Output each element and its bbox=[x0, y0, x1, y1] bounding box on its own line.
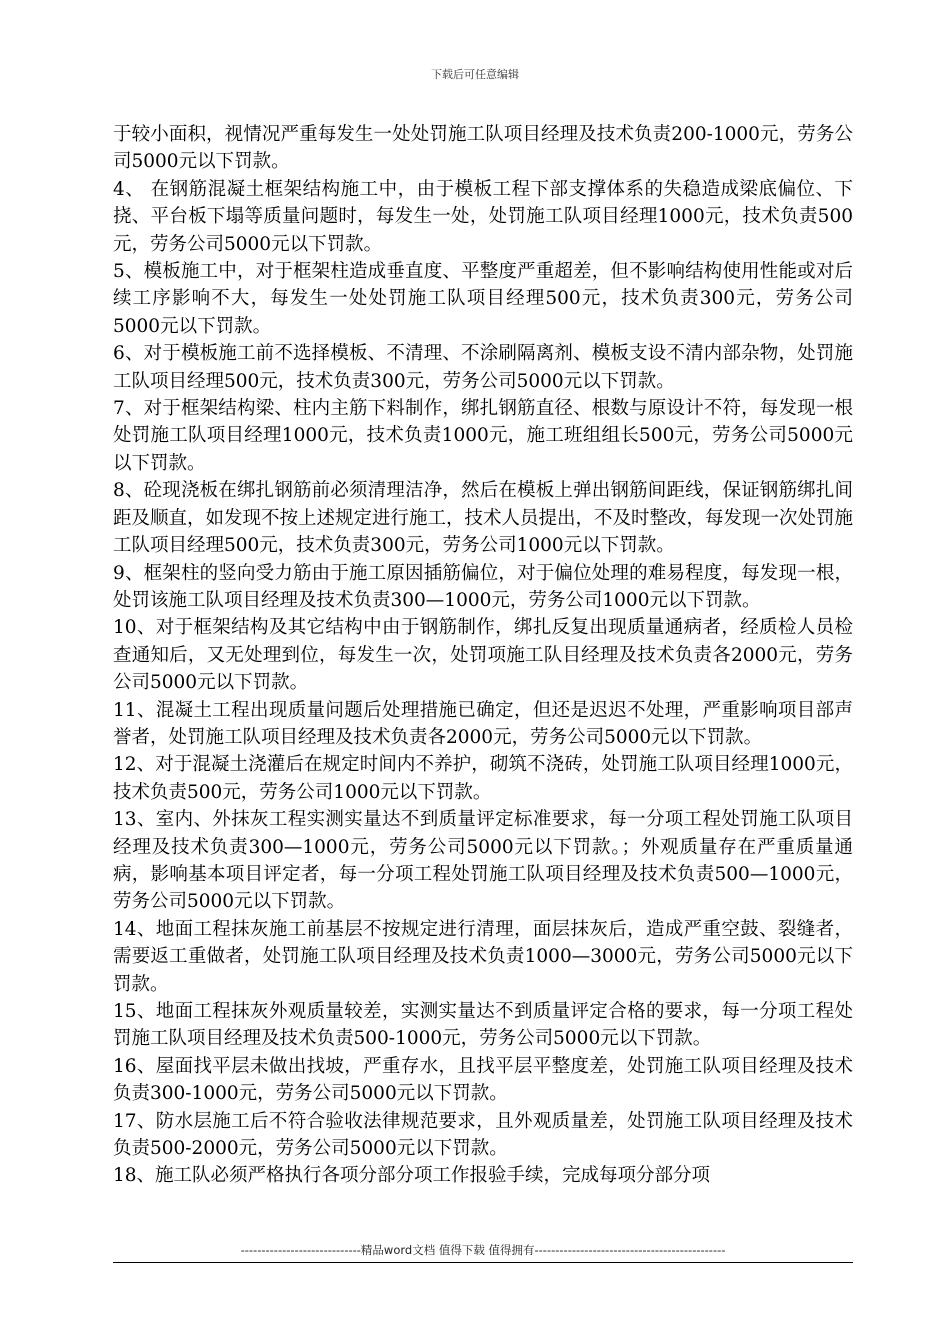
paragraph: 8、砼现浇板在绑扎钢筋前必须清理洁净，然后在模板上弹出钢筋间距线，保证钢筋绑扎间距及顺直，如发现不按上述规定进行施工，技术人员提出，不及时整改，每发现一次处罚施工队项目经理500元，技术负责300元，劳务公司1000元以下罚款。 bbox=[113, 480, 854, 557]
paragraph: 10、对于框架结构及其它结构中由于钢筋制作，绑扎反复出现质量通病者，经质检人员检查通知后，又无处理到位，每发生一次，处罚项施工队目经理及技术负责各2000元，劳务公司5000元以下罚款。 bbox=[113, 617, 853, 694]
paragraph: 17、防水层施工后不符合验收法律规范要求，且外观质量差，处罚施工队项目经理及技术负责500-2000元，劳务公司5000元以下罚款。 bbox=[113, 1110, 853, 1160]
document-body bbox=[113, 121, 853, 1190]
page-footer: -----------------------------精品word文档 值得下载 值得拥有---------------------------------------------- bbox=[240, 1243, 726, 1257]
paragraph: 16、屋面找平层未做出找坡，严重存水，且找平层平整度差，处罚施工队项目经理及技术负责300-1000元，劳务公司5000元以下罚款。 bbox=[113, 1055, 853, 1105]
paragraph: 于较小面积，视情况严重每发生一处处罚施工队项目经理及技术负责200-1000元，劳务公司5000元以下罚款。 bbox=[113, 124, 853, 173]
paragraph: 13、室内、外抹灰工程实测实量达不到质量评定标准要求，每一分项工程处罚施工队项目经理及技术负责300—1000元，劳务公司5000元以下罚款。；外观质量存在严重质量通病，影响基本项目评定者，每一分项工程处罚施工队项目经理及技术负责500—1000元，劳务公司5000元以下罚款。 bbox=[113, 809, 853, 913]
paragraph: 15、地面工程抹灰外观质量较差，实测实量达不到质量评定合格的要求，每一分项工程处罚施工队项目经理及技术负责500-1000元，劳务公司5000元以下罚款。 bbox=[113, 1001, 853, 1050]
paragraph: 7、对于框架结构梁、柱内主筋下料制作，绑扎钢筋直径、根数与原设计不符，每发现一根处罚施工队项目经理1000元，技术负责1000元，施工班组组长500元，劳务公司5000元以下罚款。 bbox=[113, 398, 853, 474]
paragraph: 11、混凝土工程出现质量问题后处理措施已确定，但还是迟迟不处理，严重影响项目部声誉者，处罚施工队项目经理及技术负责各2000元，劳务公司5000元以下罚款。 bbox=[113, 699, 853, 748]
page-header: 下载后可任意编辑 bbox=[431, 68, 519, 81]
paragraph: 5、模板施工中，对于框架柱造成垂直度、平整度严重超差，但不影响结构使用性能或对后续工序影响不大，每发生一处处罚施工队项目经理500元，技术负责300元，劳务公司5000元以下罚款。 bbox=[113, 261, 853, 337]
footer-divider bbox=[113, 1262, 853, 1263]
paragraph: 9、框架柱的竖向受力筋由于施工原因插筋偏位，对于偏位处理的难易程度，每发现一根，处罚该施工队项目经理及技术负责300—1000元，劳务公司1000元以下罚款。 bbox=[113, 562, 853, 611]
paragraph: 18、施工队必须严格执行各项分部分项工作报验手续，完成每项分部分项 bbox=[113, 1165, 711, 1187]
paragraph: 12、对于混凝土浇灌后在规定时间内不养护，砌筑不浇砖，处罚施工队项目经理1000元，技术负责500元，劳务公司1000元以下罚款。 bbox=[113, 754, 853, 803]
paragraph: 4、 在钢筋混凝土框架结构施工中，由于模板工程下部支撑体系的失稳造成梁底偏位、下挠、平台板下塌等质量问题时，每发生一处，处罚施工队项目经理1000元，技术负责500元，劳务公司5000元以下罚款。 bbox=[113, 178, 853, 255]
paragraph: 14、地面工程抹灰施工前基层不按规定进行清理，面层抹灰后，造成严重空鼓、裂缝者，需要返工重做者，处罚施工队项目经理及技术负责1000—3000元，劳务公司5000元以下罚款。 bbox=[113, 918, 853, 995]
paragraph: 6、对于模板施工前不选择模板、不清理、不涂刷隔离剂、模板支设不清内部杂物，处罚施工队项目经理500元，技术负责300元，劳务公司5000元以下罚款。 bbox=[113, 343, 853, 392]
